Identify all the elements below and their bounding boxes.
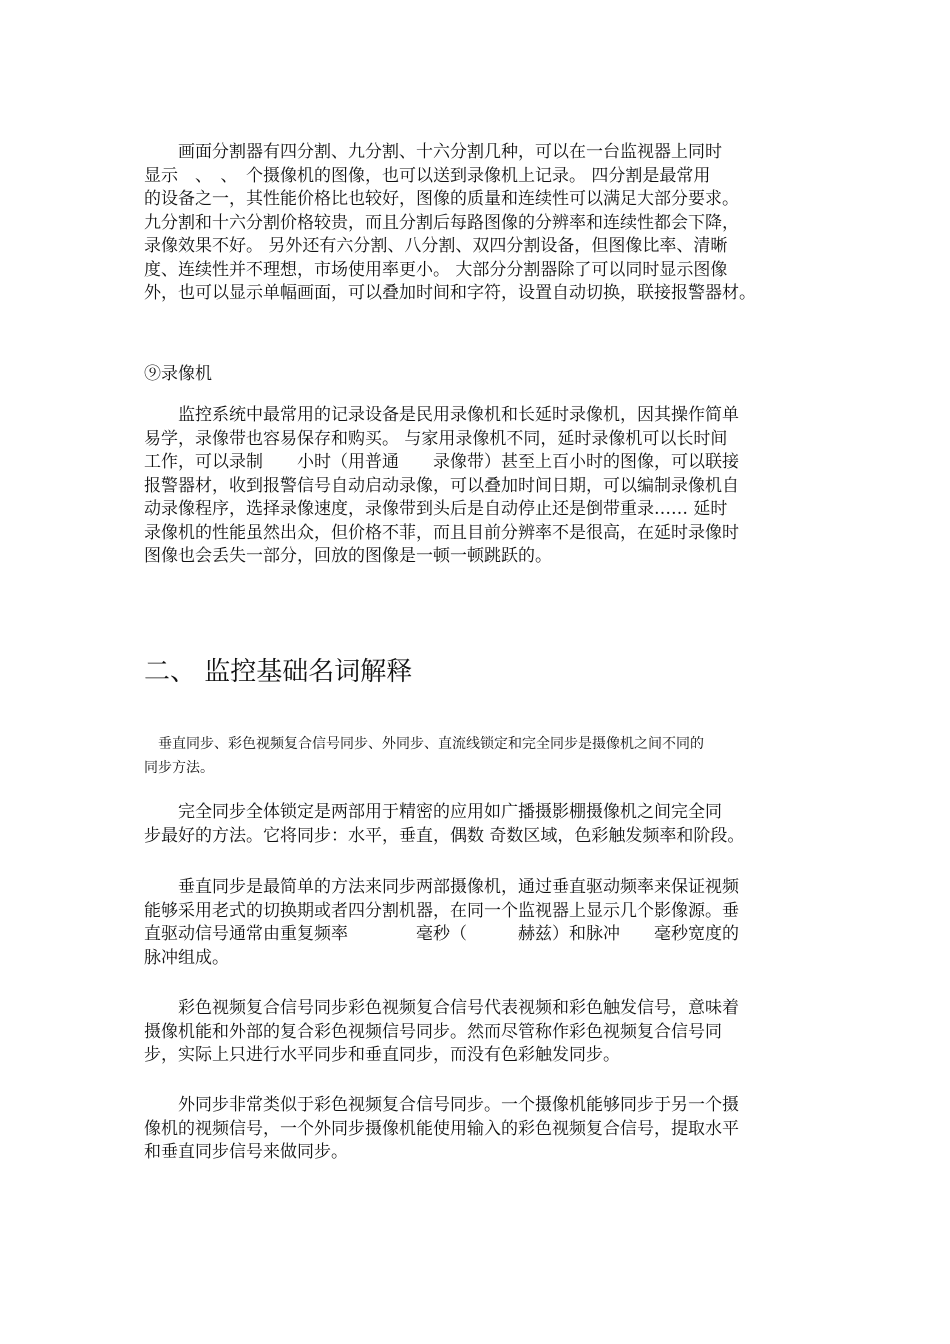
text-line: 易学，录像带也容易保存和购买。 与家用录像机不同，延时录像机可以长时间 bbox=[144, 428, 728, 449]
text-line: 步最好的方法。它将同步：水平，垂直，偶数 奇数区域，色彩触发频率和阶段。 bbox=[144, 825, 745, 846]
text-line: 录像机的性能虽然出众，但价格不菲，而且目前分辨率不是很高，在延时录像时 bbox=[144, 522, 739, 543]
text-line: 垂直同步、彩色视频复合信号同步、外同步、直流线锁定和完全同步是摄像机之间不同的 bbox=[144, 736, 704, 752]
text-line: 彩色视频复合信号同步彩色视频复合信号代表视频和彩色触发信号，意味着 bbox=[144, 998, 739, 1018]
text-line: 画面分割器有四分割、九分割、十六分割几种，可以在一台监视器上同时 bbox=[144, 142, 722, 162]
text-line: 步，实际上只进行水平同步和垂直同步，而没有色彩触发同步。 bbox=[144, 1045, 620, 1065]
sync-intro bbox=[144, 732, 808, 780]
text-line: 报警器材，收到报警信号自动启动录像，可以叠加时间日期，可以编制录像机自 bbox=[144, 475, 739, 496]
text-line: 度、连续性并不理想，市场使用率更小。 大部分分割器除了可以同时显示图像 bbox=[144, 259, 728, 280]
text-line: 完全同步全体锁定是两部用于精密的应用如广播摄影棚摄像机之间完全同 bbox=[144, 802, 722, 822]
section-heading: 二、 监控基础名词解释 bbox=[144, 657, 413, 687]
text-line: 能够采用老式的切换期或者四分割机器，在同一个监视器上显示几个影像源。垂 bbox=[144, 900, 739, 921]
text-line: 的设备之一，其性能价格比也较好，图像的质量和连续性可以满足大部分要求。 bbox=[144, 189, 739, 209]
text-line: 同步方法。 bbox=[144, 760, 214, 776]
text-line: 图像也会丢失一部分，回放的图像是一顿一顿跳跃的。 bbox=[144, 546, 552, 566]
external-sync-paragraph bbox=[144, 1094, 808, 1165]
composite-sync-paragraph bbox=[144, 997, 808, 1068]
text-line: 显示 、 、 个摄像机的图像，也可以送到录像机上记录。 四分割是最常用 bbox=[144, 165, 711, 186]
text-line: 垂直同步是最简单的方法来同步两部摄像机，通过垂直驱动频率来保证视频 bbox=[144, 877, 739, 897]
full-sync-paragraph bbox=[144, 801, 808, 848]
recorder-paragraph bbox=[144, 404, 808, 569]
text-line: 直驱动信号通常由重复频率 毫秒（ 赫兹）和脉冲 毫秒宽度的 bbox=[144, 924, 739, 944]
splitter-paragraph bbox=[144, 141, 808, 306]
text-line: 录像效果不好。 另外还有六分割、八分割、双四分割设备，但图像比率、清晰 bbox=[144, 236, 728, 256]
text-line: 外同步非常类似于彩色视频复合信号同步。一个摄像机能够同步于另一个摄 bbox=[144, 1095, 739, 1115]
text-line: 动录像程序，选择录像速度，录像带到头后是自动停止还是倒带重录…… 延时 bbox=[144, 499, 728, 519]
text-line: 九分割和十六分割价格较贵，而且分割后每路图像的分辨率和连续性都会下降， bbox=[144, 212, 739, 233]
text-line: 和垂直同步信号来做同步。 bbox=[144, 1142, 348, 1162]
text-line: 摄像机能和外部的复合彩色视频信号同步。然而尽管称作彩色视频复合信号同 bbox=[144, 1021, 722, 1042]
text-line: 外，也可以显示单幅画面，可以叠加时间和字符，设置自动切换，联接报警器材。 bbox=[144, 283, 756, 303]
text-line: 监控系统中最常用的记录设备是民用录像机和长延时录像机，因其操作简单 bbox=[144, 405, 739, 425]
text-line: 脉冲组成。 bbox=[144, 947, 229, 968]
recorder-heading: ⑨录像机 bbox=[144, 364, 212, 384]
vertical-sync-paragraph bbox=[144, 876, 808, 970]
text-line: 像机的视频信号，一个外同步摄像机能使用输入的彩色视频复合信号，提取水平 bbox=[144, 1118, 739, 1139]
text-line: 工作，可以录制 小时（用普通 录像带）甚至上百小时的图像，可以联接 bbox=[144, 452, 739, 472]
